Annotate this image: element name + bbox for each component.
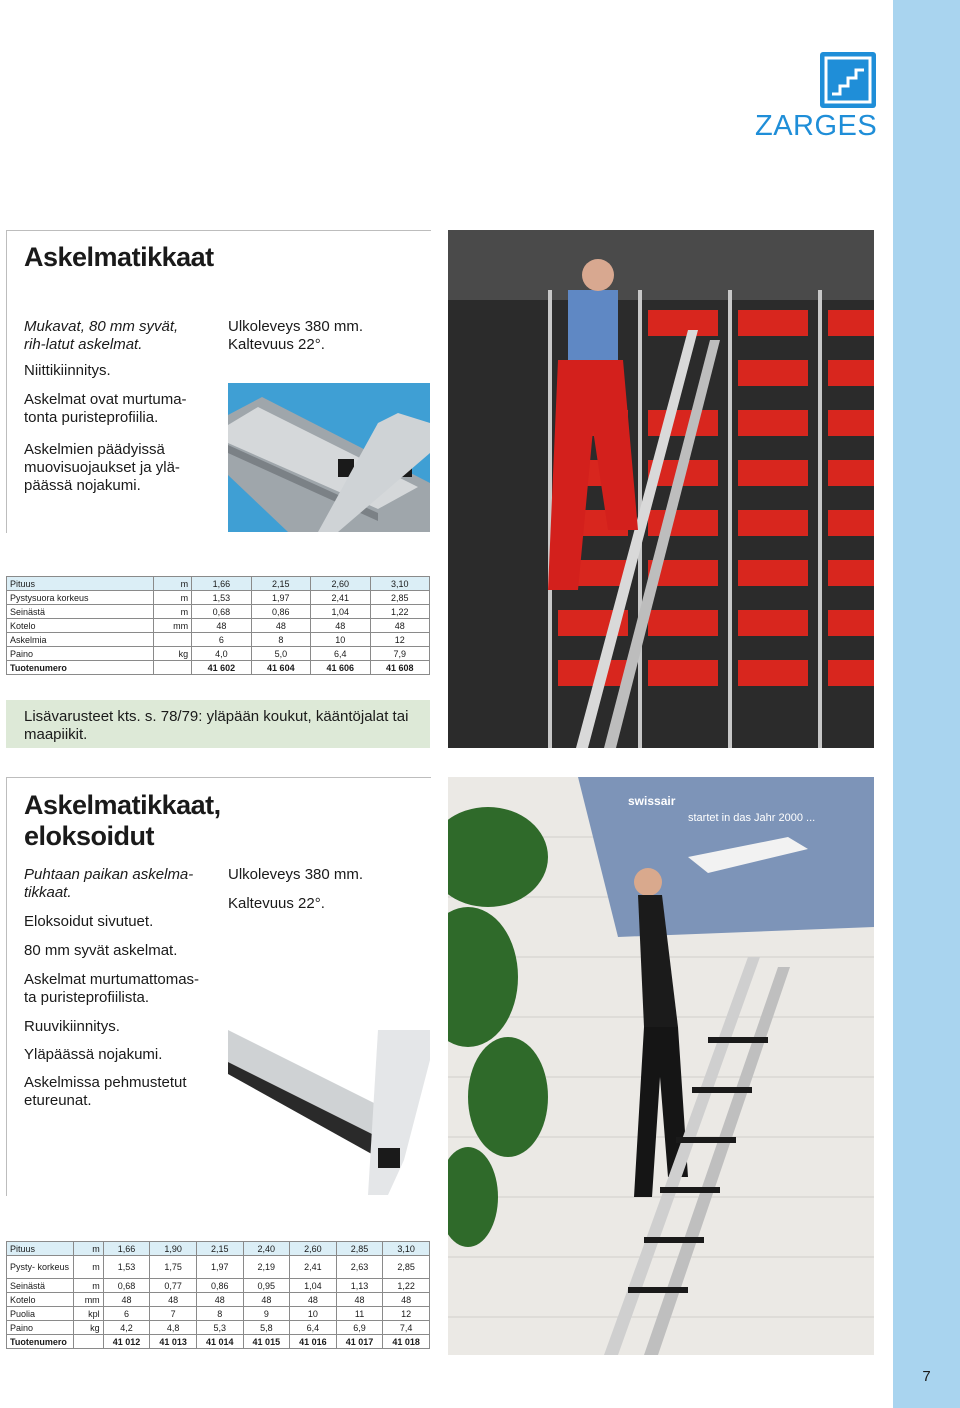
cell: 5,0 <box>251 647 310 661</box>
section2-intro: Puhtaan paikan askelma-tikkaat. <box>24 866 194 901</box>
cell: 8 <box>251 633 310 647</box>
cell: 2,63 <box>336 1256 383 1279</box>
table-row <box>7 633 430 647</box>
cell: 1,66 <box>103 1242 150 1256</box>
row-label: Kotelo <box>7 1293 74 1307</box>
section1-spec-width: Ulkoleveys 380 mm. <box>228 318 364 335</box>
cell: 48 <box>251 619 310 633</box>
cell: 2,15 <box>196 1242 243 1256</box>
cell: 6,9 <box>336 1321 383 1335</box>
cell: 41 604 <box>251 661 310 675</box>
cell: 48 <box>311 619 370 633</box>
cell: 8 <box>196 1307 243 1321</box>
row-unit <box>154 661 192 675</box>
accessory-note-box <box>6 700 430 748</box>
table-row <box>7 1335 430 1349</box>
row-unit <box>154 633 192 647</box>
blue-sidebar-strip <box>893 0 960 1408</box>
cell: 5,8 <box>243 1321 290 1335</box>
cell: 2,85 <box>336 1242 383 1256</box>
cell: 1,97 <box>196 1256 243 1279</box>
table-row <box>7 577 430 591</box>
section2-title-line1: Askelmatikkaat, <box>24 790 221 820</box>
table-row <box>7 619 430 633</box>
cell: 6,4 <box>290 1321 337 1335</box>
poster-headline: startet in das Jahr 2000 ... <box>688 812 816 824</box>
cell: 1,22 <box>383 1279 430 1293</box>
cell: 48 <box>383 1293 430 1307</box>
table-row <box>7 661 430 675</box>
poster-brand: swissair <box>628 794 676 808</box>
row-label: Tuotenumero <box>7 1335 74 1349</box>
cell: 12 <box>370 633 430 647</box>
row-label: Pituus <box>7 577 154 591</box>
cell: 48 <box>336 1293 383 1307</box>
accessory-note: Lisävarusteet kts. s. 78/79: yläpään koukut, kääntöjalat tai maapiikit. <box>24 708 409 743</box>
office-ladder-photo <box>448 777 874 1355</box>
cell: 41 017 <box>336 1335 383 1349</box>
cell: 1,22 <box>370 605 430 619</box>
row-unit: mm <box>74 1293 104 1307</box>
table-row <box>7 1242 430 1256</box>
section2-title-line2: eloksoidut <box>24 821 155 851</box>
cell: 1,04 <box>311 605 370 619</box>
cell: 1,13 <box>336 1279 383 1293</box>
cell: 0,86 <box>196 1279 243 1293</box>
section2-feature-6: Askelmissa pehmustetut etureunat. <box>24 1074 187 1109</box>
row-label: Pystysuora korkeus <box>7 591 154 605</box>
row-unit: kg <box>74 1321 104 1335</box>
cell: 1,04 <box>290 1279 337 1293</box>
cell: 1,53 <box>192 591 251 605</box>
table-row <box>7 1256 430 1279</box>
cell: 0,86 <box>251 605 310 619</box>
brand-name: ZARGES <box>755 110 878 142</box>
cell: 48 <box>243 1293 290 1307</box>
row-unit: m <box>74 1256 104 1279</box>
table-row <box>7 605 430 619</box>
cell: 6 <box>103 1307 150 1321</box>
cell: 41 018 <box>383 1335 430 1349</box>
cell: 48 <box>192 619 251 633</box>
anodized-step-photo <box>228 1030 430 1195</box>
cell: 41 015 <box>243 1335 290 1349</box>
cell: 41 016 <box>290 1335 337 1349</box>
row-unit: m <box>74 1242 104 1256</box>
section2-spec-slope: Kaltevuus 22°. <box>228 895 325 912</box>
row-label: Paino <box>7 1321 74 1335</box>
cell: 4,2 <box>103 1321 150 1335</box>
section2-spec-width: Ulkoleveys 380 mm. <box>228 866 364 883</box>
section1-spec-slope: Kaltevuus 22°. <box>228 336 325 353</box>
cell: 2,40 <box>243 1242 290 1256</box>
warehouse-ladder-photo <box>448 230 874 748</box>
row-unit: m <box>154 605 192 619</box>
row-label: Paino <box>7 647 154 661</box>
table-row <box>7 1279 430 1293</box>
row-label: Pituus <box>7 1242 74 1256</box>
row-label: Puolia <box>7 1307 74 1321</box>
row-unit: m <box>154 577 192 591</box>
table-row <box>7 647 430 661</box>
row-unit: m <box>74 1279 104 1293</box>
cell: 2,85 <box>370 591 430 605</box>
cell: 0,68 <box>192 605 251 619</box>
cell: 3,10 <box>370 577 430 591</box>
cell: 2,15 <box>251 577 310 591</box>
cell: 3,10 <box>383 1242 430 1256</box>
section2-title <box>24 790 221 852</box>
row-label: Seinästä <box>7 1279 74 1293</box>
cell: 41 013 <box>150 1335 197 1349</box>
cell: 1,90 <box>150 1242 197 1256</box>
cell: 0,77 <box>150 1279 197 1293</box>
section2-feature-2: 80 mm syvät askelmat. <box>24 942 178 959</box>
cell: 10 <box>290 1307 337 1321</box>
cell: 4,0 <box>192 647 251 661</box>
section1-feature-1: Niittikiinnitys. <box>24 362 111 379</box>
cell: 48 <box>196 1293 243 1307</box>
section2-spec-table <box>6 1241 430 1349</box>
cell: 41 014 <box>196 1335 243 1349</box>
section1-intro: Mukavat, 80 mm syvät, rih-latut askelmat. <box>24 318 179 353</box>
cell: 2,19 <box>243 1256 290 1279</box>
cell: 5,3 <box>196 1321 243 1335</box>
cell: 6 <box>192 633 251 647</box>
cell: 7,9 <box>370 647 430 661</box>
cell: 48 <box>290 1293 337 1307</box>
row-unit <box>74 1335 104 1349</box>
cell: 2,41 <box>290 1256 337 1279</box>
cell: 7 <box>150 1307 197 1321</box>
cell: 1,53 <box>103 1256 150 1279</box>
row-unit: kg <box>154 647 192 661</box>
row-label: Pysty- korkeus <box>7 1256 74 1279</box>
cell: 1,66 <box>192 577 251 591</box>
cell: 41 012 <box>103 1335 150 1349</box>
cell: 2,85 <box>383 1256 430 1279</box>
row-label: Tuotenumero <box>7 661 154 675</box>
cell: 9 <box>243 1307 290 1321</box>
section2-feature-5: Yläpäässä nojakumi. <box>24 1046 163 1063</box>
cell: 1,75 <box>150 1256 197 1279</box>
cell: 48 <box>370 619 430 633</box>
cell: 2,41 <box>311 591 370 605</box>
row-label: Seinästä <box>7 605 154 619</box>
page-number: 7 <box>922 1368 931 1385</box>
cell: 4,8 <box>150 1321 197 1335</box>
cell: 6,4 <box>311 647 370 661</box>
cell: 48 <box>103 1293 150 1307</box>
section1-feature-2: Askelmat ovat murtuma-tonta puristeprofiilia. <box>24 391 187 426</box>
stairs-logo-icon <box>820 52 876 108</box>
cell: 0,68 <box>103 1279 150 1293</box>
row-label: Kotelo <box>7 619 154 633</box>
section1-spec-table <box>6 576 430 675</box>
row-unit: m <box>154 591 192 605</box>
table-row <box>7 1307 430 1321</box>
section2-feature-1: Eloksoidut sivutuet. <box>24 913 154 930</box>
section2-feature-3: Askelmat murtumattomas-ta puristeprofiilista. <box>24 971 200 1006</box>
cell: 48 <box>150 1293 197 1307</box>
cell: 1,97 <box>251 591 310 605</box>
row-unit: mm <box>154 619 192 633</box>
row-label: Askelmia <box>7 633 154 647</box>
cell: 41 608 <box>370 661 430 675</box>
cell: 2,60 <box>290 1242 337 1256</box>
section1-title: Askelmatikkaat <box>24 242 214 272</box>
section2-feature-4: Ruuvikiinnitys. <box>24 1018 120 1035</box>
cell: 0,95 <box>243 1279 290 1293</box>
table-row <box>7 1321 430 1335</box>
cell: 41 602 <box>192 661 251 675</box>
row-unit: kpl <box>74 1307 104 1321</box>
table-row <box>7 591 430 605</box>
section1-feature-3: Askelmien päädyissä muovisuojaukset ja ylä-päässä nojakumi. <box>24 441 180 494</box>
table-row <box>7 1293 430 1307</box>
cell: 41 606 <box>311 661 370 675</box>
cell: 2,60 <box>311 577 370 591</box>
cell: 7,4 <box>383 1321 430 1335</box>
cell: 12 <box>383 1307 430 1321</box>
cell: 11 <box>336 1307 383 1321</box>
cell: 10 <box>311 633 370 647</box>
step-detail-photo <box>228 383 430 532</box>
